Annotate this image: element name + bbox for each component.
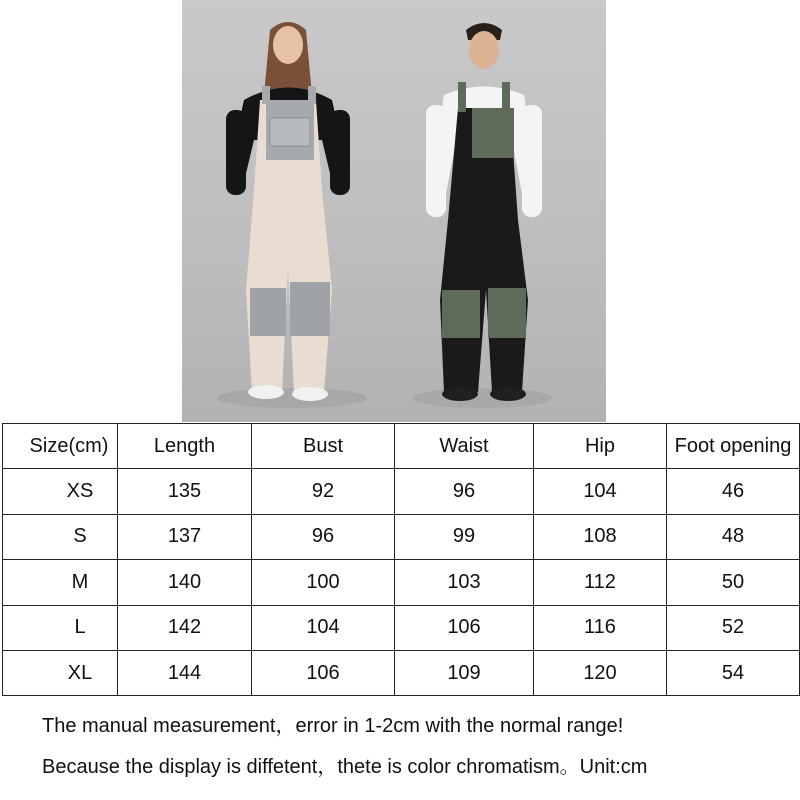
waist-cell: 106 [395,605,534,650]
header-hip: Hip [534,424,667,469]
table-row [3,560,800,605]
bust-cell: 100 [252,560,395,605]
bust-cell: 106 [252,650,395,695]
bust-cell: 96 [252,514,395,559]
bust-cell: 92 [252,469,395,514]
waist-cell: 109 [395,650,534,695]
foot-opening-cell: 50 [667,560,800,605]
man-model [426,23,542,401]
hip-cell: 108 [534,514,667,559]
length-cell: 144 [118,650,252,695]
foot-opening-cell: 52 [667,605,800,650]
header-bust: Bust [252,424,395,469]
table-row [3,514,800,559]
bust-cell: 104 [252,605,395,650]
length-cell: 137 [118,514,252,559]
table-row [3,605,800,650]
length-cell: 142 [118,605,252,650]
hip-cell: 104 [534,469,667,514]
color-unit-note: Because the display is diffetent，thete is color chromatism。Unit:cm [42,756,648,778]
hip-cell: 112 [534,560,667,605]
table-header-row [3,424,800,469]
waist-cell: 96 [395,469,534,514]
hip-cell: 120 [534,650,667,695]
foot-opening-cell: 46 [667,469,800,514]
hip-cell: 116 [534,605,667,650]
size-cell: M [3,560,118,605]
foot-opening-cell: 54 [667,650,800,695]
header-size: Size(cm) [3,424,118,469]
table-row [3,469,800,514]
table-row [3,650,800,695]
header-foot-opening: Foot opening [667,424,800,469]
header-length: Length [118,424,252,469]
product-photo [182,0,606,422]
size-cell: S [3,514,118,559]
size-cell: XS [3,469,118,514]
measurement-note: The manual measurement，error in 1-2cm with the normal range! [42,715,624,737]
length-cell: 140 [118,560,252,605]
foot-opening-cell: 48 [667,514,800,559]
woman-model [226,22,350,401]
size-chart-table [2,423,800,696]
size-cell: XL [3,650,118,695]
waist-cell: 103 [395,560,534,605]
waist-cell: 99 [395,514,534,559]
length-cell: 135 [118,469,252,514]
size-cell: L [3,605,118,650]
models-wearing-bib-pants-illustration [182,0,606,422]
header-waist: Waist [395,424,534,469]
